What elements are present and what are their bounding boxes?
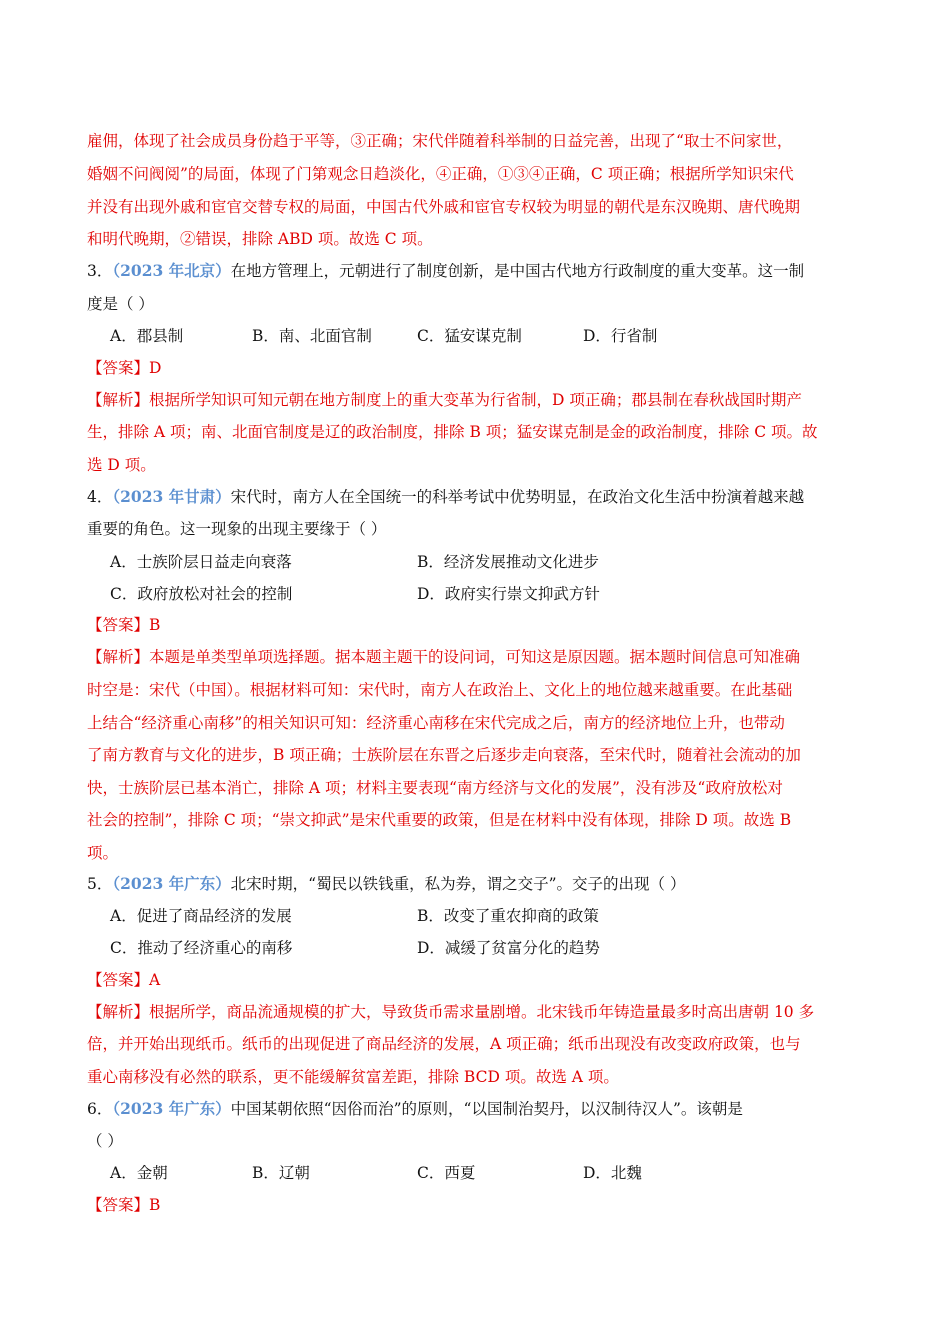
q6-option-c: C．西夏 — [417, 1164, 476, 1182]
q5-analysis-line: 倍，并开始出现纸币。纸币的出现促进了商品经济的发展，A 项正确；纸币出现没有改变政府政策，也与 — [87, 1035, 801, 1053]
q3-number: 3． — [87, 262, 113, 280]
q5-answer-value: A — [149, 971, 161, 989]
prev-explanation-line: 婚姻不问阀阅”的局面，体现了门第观念日趋淡化，④正确，①③④正确，C 项正确；根据所学知识宋代 — [87, 165, 794, 183]
q5-analysis — [87, 1002, 877, 1022]
prev-explanation-line: 和明代晚期，②错误，排除 ABD 项。故选 C 项。 — [87, 230, 433, 248]
q3-analysis — [87, 390, 877, 410]
q6-answer — [87, 1195, 877, 1215]
q4-number: 4． — [87, 488, 113, 506]
q3-answer-value: D — [149, 359, 162, 377]
q4-stem-line2: 重要的角色。这一现象的出现主要缘于（ ） — [87, 520, 387, 538]
q4-analysis — [87, 647, 877, 667]
analysis-label: 【解析】 — [87, 648, 150, 666]
q4-analysis-line: 快，士族阶层已基本消亡，排除 A 项；材料主要表现“南方经济与文化的发展”，没有涉及“政府放松对 — [87, 779, 783, 797]
q4-option-c: C．政府放松对社会的控制 — [110, 585, 293, 603]
q6-stem — [87, 1099, 877, 1119]
q5-stem — [87, 874, 877, 894]
q5-number: 5． — [87, 875, 113, 893]
q4-option-a: A．士族阶层日益走向衰落 — [110, 553, 292, 571]
q4-stem-text: 宋代时，南方人在全国统一的科举考试中优势明显，在政治文化生活中扮演着越来越 — [230, 488, 805, 506]
q3-stem-text: 在地方管理上，元朝进行了制度创新，是中国古代地方行政制度的重大变革。这一制 — [230, 262, 805, 280]
q3-option-a: A．郡县制 — [110, 327, 184, 345]
q5-option-c: C．推动了经济重心的南移 — [110, 939, 293, 957]
q3-analysis-line: 选 D 项。 — [87, 456, 156, 474]
q4-answer-value: B — [149, 616, 161, 634]
q6-source: （2023 年广东） — [112, 1099, 231, 1118]
q6-number: 6． — [87, 1100, 113, 1118]
q5-source: （2023 年广东） — [112, 874, 231, 893]
q3-option-d: D．行省制 — [583, 327, 658, 345]
q5-analysis-line: 根据所学，商品流通规模的扩大，导致货币需求量剧增。北宋钱币年铸造量最多时高出唐朝 10 多 — [149, 1003, 815, 1021]
q5-answer — [87, 970, 877, 990]
q4-analysis-line: 本题是单类型单项选择题。据本题主题干的设问词，可知这是原因题。据本题时间信息可知准确 — [149, 648, 801, 666]
q3-analysis-line: 根据所学知识可知元朝在地方制度上的重大变革为行省制，D 项正确；郡县制在春秋战国时期产 — [149, 391, 802, 409]
q5-stem-text: 北宋时期，“蜀民以铁钱重，私为券，谓之交子”。交子的出现（ ） — [230, 875, 686, 893]
answer-label: 【答案】 — [87, 1196, 150, 1214]
q6-option-b: B．辽朝 — [252, 1164, 310, 1182]
prev-explanation-line: 雇佣，体现了社会成员身份趋于平等，③正确；宋代伴随着科举制的日益完善，出现了“取士不问家世， — [87, 132, 793, 150]
answer-label: 【答案】 — [87, 616, 150, 634]
q4-answer — [87, 615, 877, 635]
q3-option-b: B．南、北面官制 — [252, 327, 372, 345]
q6-stem-line2: （ ） — [87, 1132, 123, 1150]
q6-option-d: D．北魏 — [583, 1164, 642, 1182]
answer-label: 【答案】 — [87, 359, 150, 377]
q4-analysis-line: 项。 — [87, 844, 119, 862]
q5-option-a: A．促进了商品经济的发展 — [110, 907, 292, 925]
q4-analysis-line: 上结合“经济重心南移”的相关知识可知：经济重心南移在宋代完成之后，南方的经济地位上升，也带动 — [87, 714, 785, 732]
analysis-label: 【解析】 — [87, 1003, 150, 1021]
q3-option-c: C．猛安谋克制 — [417, 327, 522, 345]
q6-option-a: A．金朝 — [110, 1164, 168, 1182]
q4-analysis-line: 时空是：宋代（中国）。根据材料可知：宋代时，南方人在政治上、文化上的地位越来越重要。在此基础 — [87, 681, 793, 699]
q4-analysis-line: 社会的控制”，排除 C 项；“崇文抑武”是宋代重要的政策，但是在材料中没有体现，排除 D 项。故选 B — [87, 811, 792, 829]
q6-answer-value: B — [149, 1196, 161, 1214]
q3-answer — [87, 358, 877, 378]
q4-option-b: B．经济发展推动文化进步 — [417, 553, 599, 571]
analysis-label: 【解析】 — [87, 391, 150, 409]
q3-stem-line2: 度是（ ） — [87, 295, 154, 313]
q3-analysis-line: 生，排除 A 项；南、北面官制度是辽的政治制度，排除 B 项；猛安谋克制是金的政治制度，排除 C 项。故 — [87, 423, 818, 441]
q4-analysis-line: 了南方教育与文化的进步，B 项正确；士族阶层在东晋之后逐步走向衰落，至宋代时，随着社会流动的加 — [87, 746, 801, 764]
q5-option-b: B．改变了重农抑商的政策 — [417, 907, 599, 925]
q6-stem-text: 中国某朝依照“因俗而治”的原则，“以国制治契丹，以汉制待汉人”。该朝是 — [230, 1100, 743, 1118]
prev-explanation-line: 并没有出现外戚和宦官交替专权的局面，中国古代外戚和宦官专权较为明显的朝代是东汉晚期、唐代晚期 — [87, 198, 801, 216]
q3-stem — [87, 261, 877, 281]
q3-source: （2023 年北京） — [112, 261, 231, 280]
q4-source: （2023 年甘肃） — [112, 487, 231, 506]
q4-stem — [87, 487, 877, 507]
q5-analysis-line: 重心南移没有必然的联系，更不能缓解贫富差距，排除 BCD 项。故选 A 项。 — [87, 1068, 619, 1086]
answer-label: 【答案】 — [87, 971, 150, 989]
q4-option-d: D．政府实行崇文抑武方针 — [417, 585, 600, 603]
q5-option-d: D．减缓了贫富分化的趋势 — [417, 939, 600, 957]
